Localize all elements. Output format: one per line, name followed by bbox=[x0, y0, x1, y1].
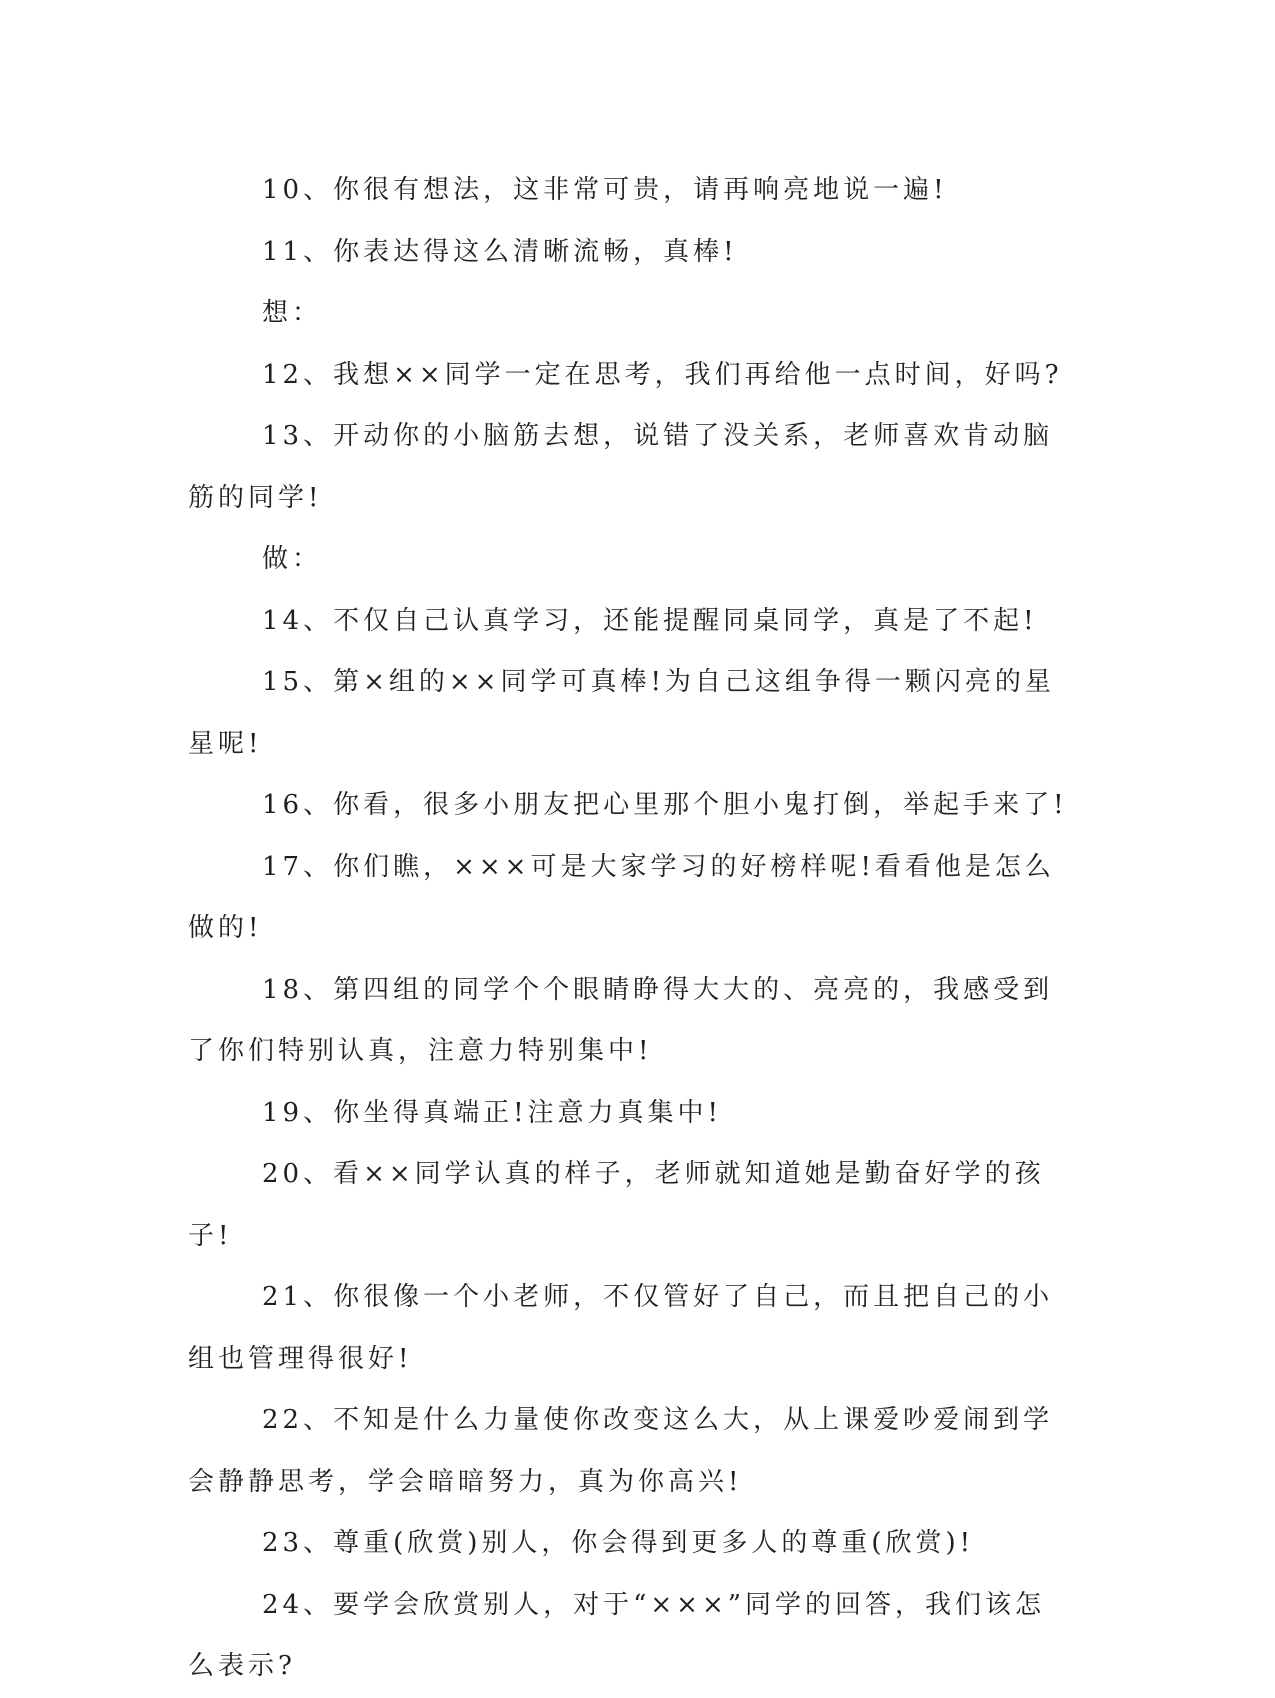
paragraph-item-24: 24、要学会欣赏别人，对于“×××”同学的回答，我们该怎么表示? bbox=[188, 1589, 1046, 1681]
paragraph-item-12: 12、我想××同学一定在思考，我们再给他一点时间，好吗? bbox=[262, 359, 1063, 390]
paragraph-item-23: 23、尊重(欣赏)别人，你会得到更多人的尊重(欣赏)! bbox=[262, 1528, 975, 1558]
paragraph-item-22: 22、不知是什么力量使你改变这么大，从上课爱吵爱闹到学会静静思考，学会暗暗努力，真为你高兴! bbox=[188, 1405, 1054, 1497]
paragraph-item-15: 15、第×组的××同学可真棒!为自己这组争得一颗闪亮的星星呢! bbox=[188, 667, 1055, 759]
paragraph-item-14: 14、不仅自己认真学习，还能提醒同桌同学，真是了不起! bbox=[262, 605, 1038, 636]
paragraph-item-11: 11、你表达得这么清晰流畅，真棒! bbox=[262, 236, 738, 267]
section-heading-think: 想： bbox=[262, 298, 323, 328]
paragraph-item-20: 20、看××同学认真的样子，老师就知道她是勤奋好学的孩子! bbox=[188, 1159, 1045, 1251]
paragraph-item-17: 17、你们瞧，×××可是大家学习的好榜样呢!看看他是怎么做的! bbox=[188, 851, 1055, 943]
paragraph-item-19: 19、你坐得真端正!注意力真集中! bbox=[262, 1097, 722, 1128]
section-heading-do: 做： bbox=[262, 544, 323, 574]
paragraph-item-10: 10、你很有想法，这非常可贵，请再响亮地说一遍! bbox=[262, 175, 948, 205]
paragraph-item-18: 18、第四组的同学个个眼睛睁得大大的、亮亮的，我感受到了你们特别认真，注意力特别集中! bbox=[188, 974, 1054, 1066]
paragraph-item-13: 13、开动你的小脑筋去想，说错了没关系，老师喜欢肯动脑筋的同学! bbox=[188, 421, 1054, 513]
paragraph-item-16: 16、你看，很多小朋友把心里那个胆小鬼打倒，举起手来了! bbox=[262, 790, 1068, 820]
document-body bbox=[188, 160, 1068, 1698]
paragraph-item-21: 21、你很像一个小老师，不仅管好了自己，而且把自己的小组也管理得很好! bbox=[188, 1282, 1054, 1374]
